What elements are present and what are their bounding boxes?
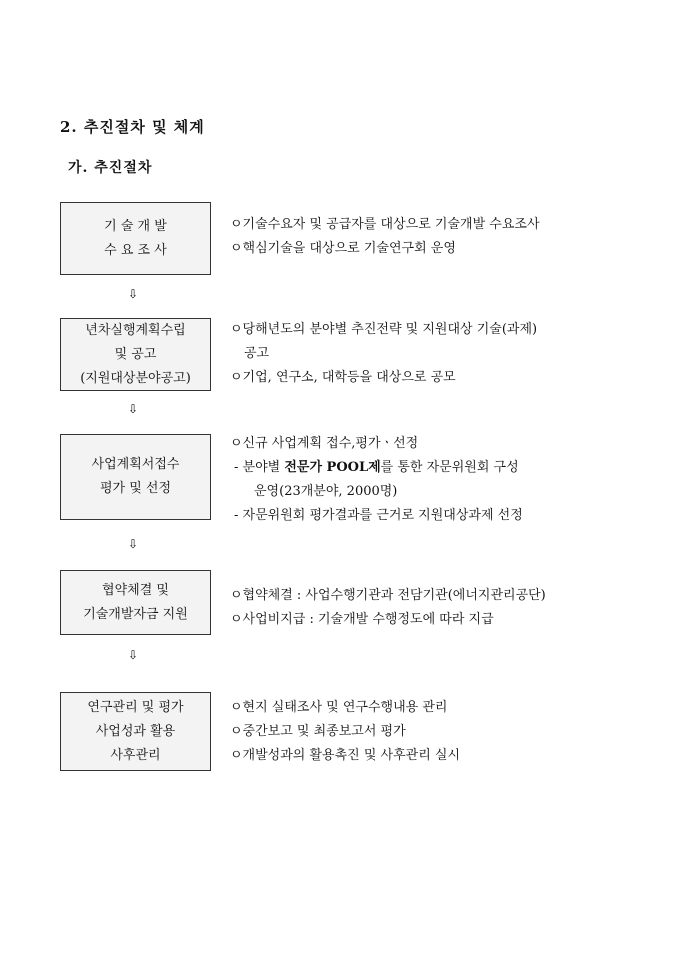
flow-arrow-down-icon: ⇩ [128, 648, 139, 662]
step-box-line: 기술개발자금 지원 [83, 606, 188, 622]
step-box-line: 사업성과 활용 [95, 723, 176, 739]
step-box-line: (지원대상분야공고) [80, 370, 191, 386]
step-box-line: 기 술 개 발 [104, 218, 167, 234]
step-box-line: 연구관리 및 평가 [87, 699, 184, 715]
flow-arrow-down-icon: ⇩ [128, 402, 139, 416]
desc-line: 공고 [244, 346, 270, 361]
section-heading: 2. 추진절차 및 체계 [60, 118, 205, 136]
step-box-line: 협약체결 및 [102, 582, 169, 598]
flow-arrow-down-icon: ⇩ [128, 537, 139, 551]
step-box-annual-plan [60, 318, 211, 391]
desc-line: 운영(23개분야, 2000명) [254, 484, 398, 499]
step-desc-evaluation [230, 432, 630, 528]
desc-line: ㅇ개발성과의 활용촉진 및 사후관리 실시 [230, 748, 461, 763]
step-desc-annual-plan [230, 318, 630, 390]
desc-line: - 자문위원회 평가결과를 근거로 지원대상과제 선정 [234, 508, 523, 523]
step-box-demand-survey [60, 202, 211, 275]
step-box-agreement [60, 570, 211, 635]
step-box-line: 및 공고 [114, 346, 157, 362]
desc-line [230, 456, 630, 480]
step-box-line: 평가 및 선정 [99, 481, 172, 496]
desc-segment: 를 통한 자문위원회 구성 [380, 460, 519, 475]
desc-line: ㅇ중간보고 및 최종보고서 평가 [230, 724, 406, 739]
step-desc-management [230, 696, 630, 768]
subsection-heading: 가. 추진절차 [68, 160, 153, 176]
desc-line: ㅇ협약체결 : 사업수행기관과 전담기관(에너지관리공단) [230, 588, 546, 603]
step-desc-agreement [230, 584, 630, 632]
desc-line: ㅇ기업, 연구소, 대학등을 대상으로 공모 [230, 370, 456, 385]
desc-line: ㅇ당해년도의 분야별 추진전략 및 지원대상 기술(과제) [230, 322, 538, 337]
step-box-line: 사업계획서접수 [91, 457, 180, 472]
desc-segment: - 분야별 [234, 460, 285, 475]
desc-highlight: 전문가 POOL제 [284, 460, 381, 475]
desc-line: ㅇ현지 실태조사 및 연구수행내용 관리 [230, 700, 448, 715]
step-desc-demand-survey [230, 213, 630, 261]
step-box-evaluation [60, 434, 211, 520]
step-box-line: 수 요 조 사 [104, 242, 167, 258]
step-box-management [60, 692, 211, 771]
flow-arrow-down-icon: ⇩ [128, 287, 139, 301]
desc-line: ㅇ사업비지급 : 기술개발 수행정도에 따라 지급 [230, 612, 494, 627]
step-box-line: 년차실행계획수립 [85, 322, 186, 338]
desc-line: ㅇ기술수요자 및 공급자를 대상으로 기술개발 수요조사 [230, 217, 540, 232]
step-box-line: 사후관리 [110, 747, 161, 763]
desc-line: ㅇ신규 사업계획 접수,평가ㆍ선정 [230, 436, 419, 451]
desc-line: ㅇ핵심기술을 대상으로 기술연구회 운영 [230, 241, 456, 256]
